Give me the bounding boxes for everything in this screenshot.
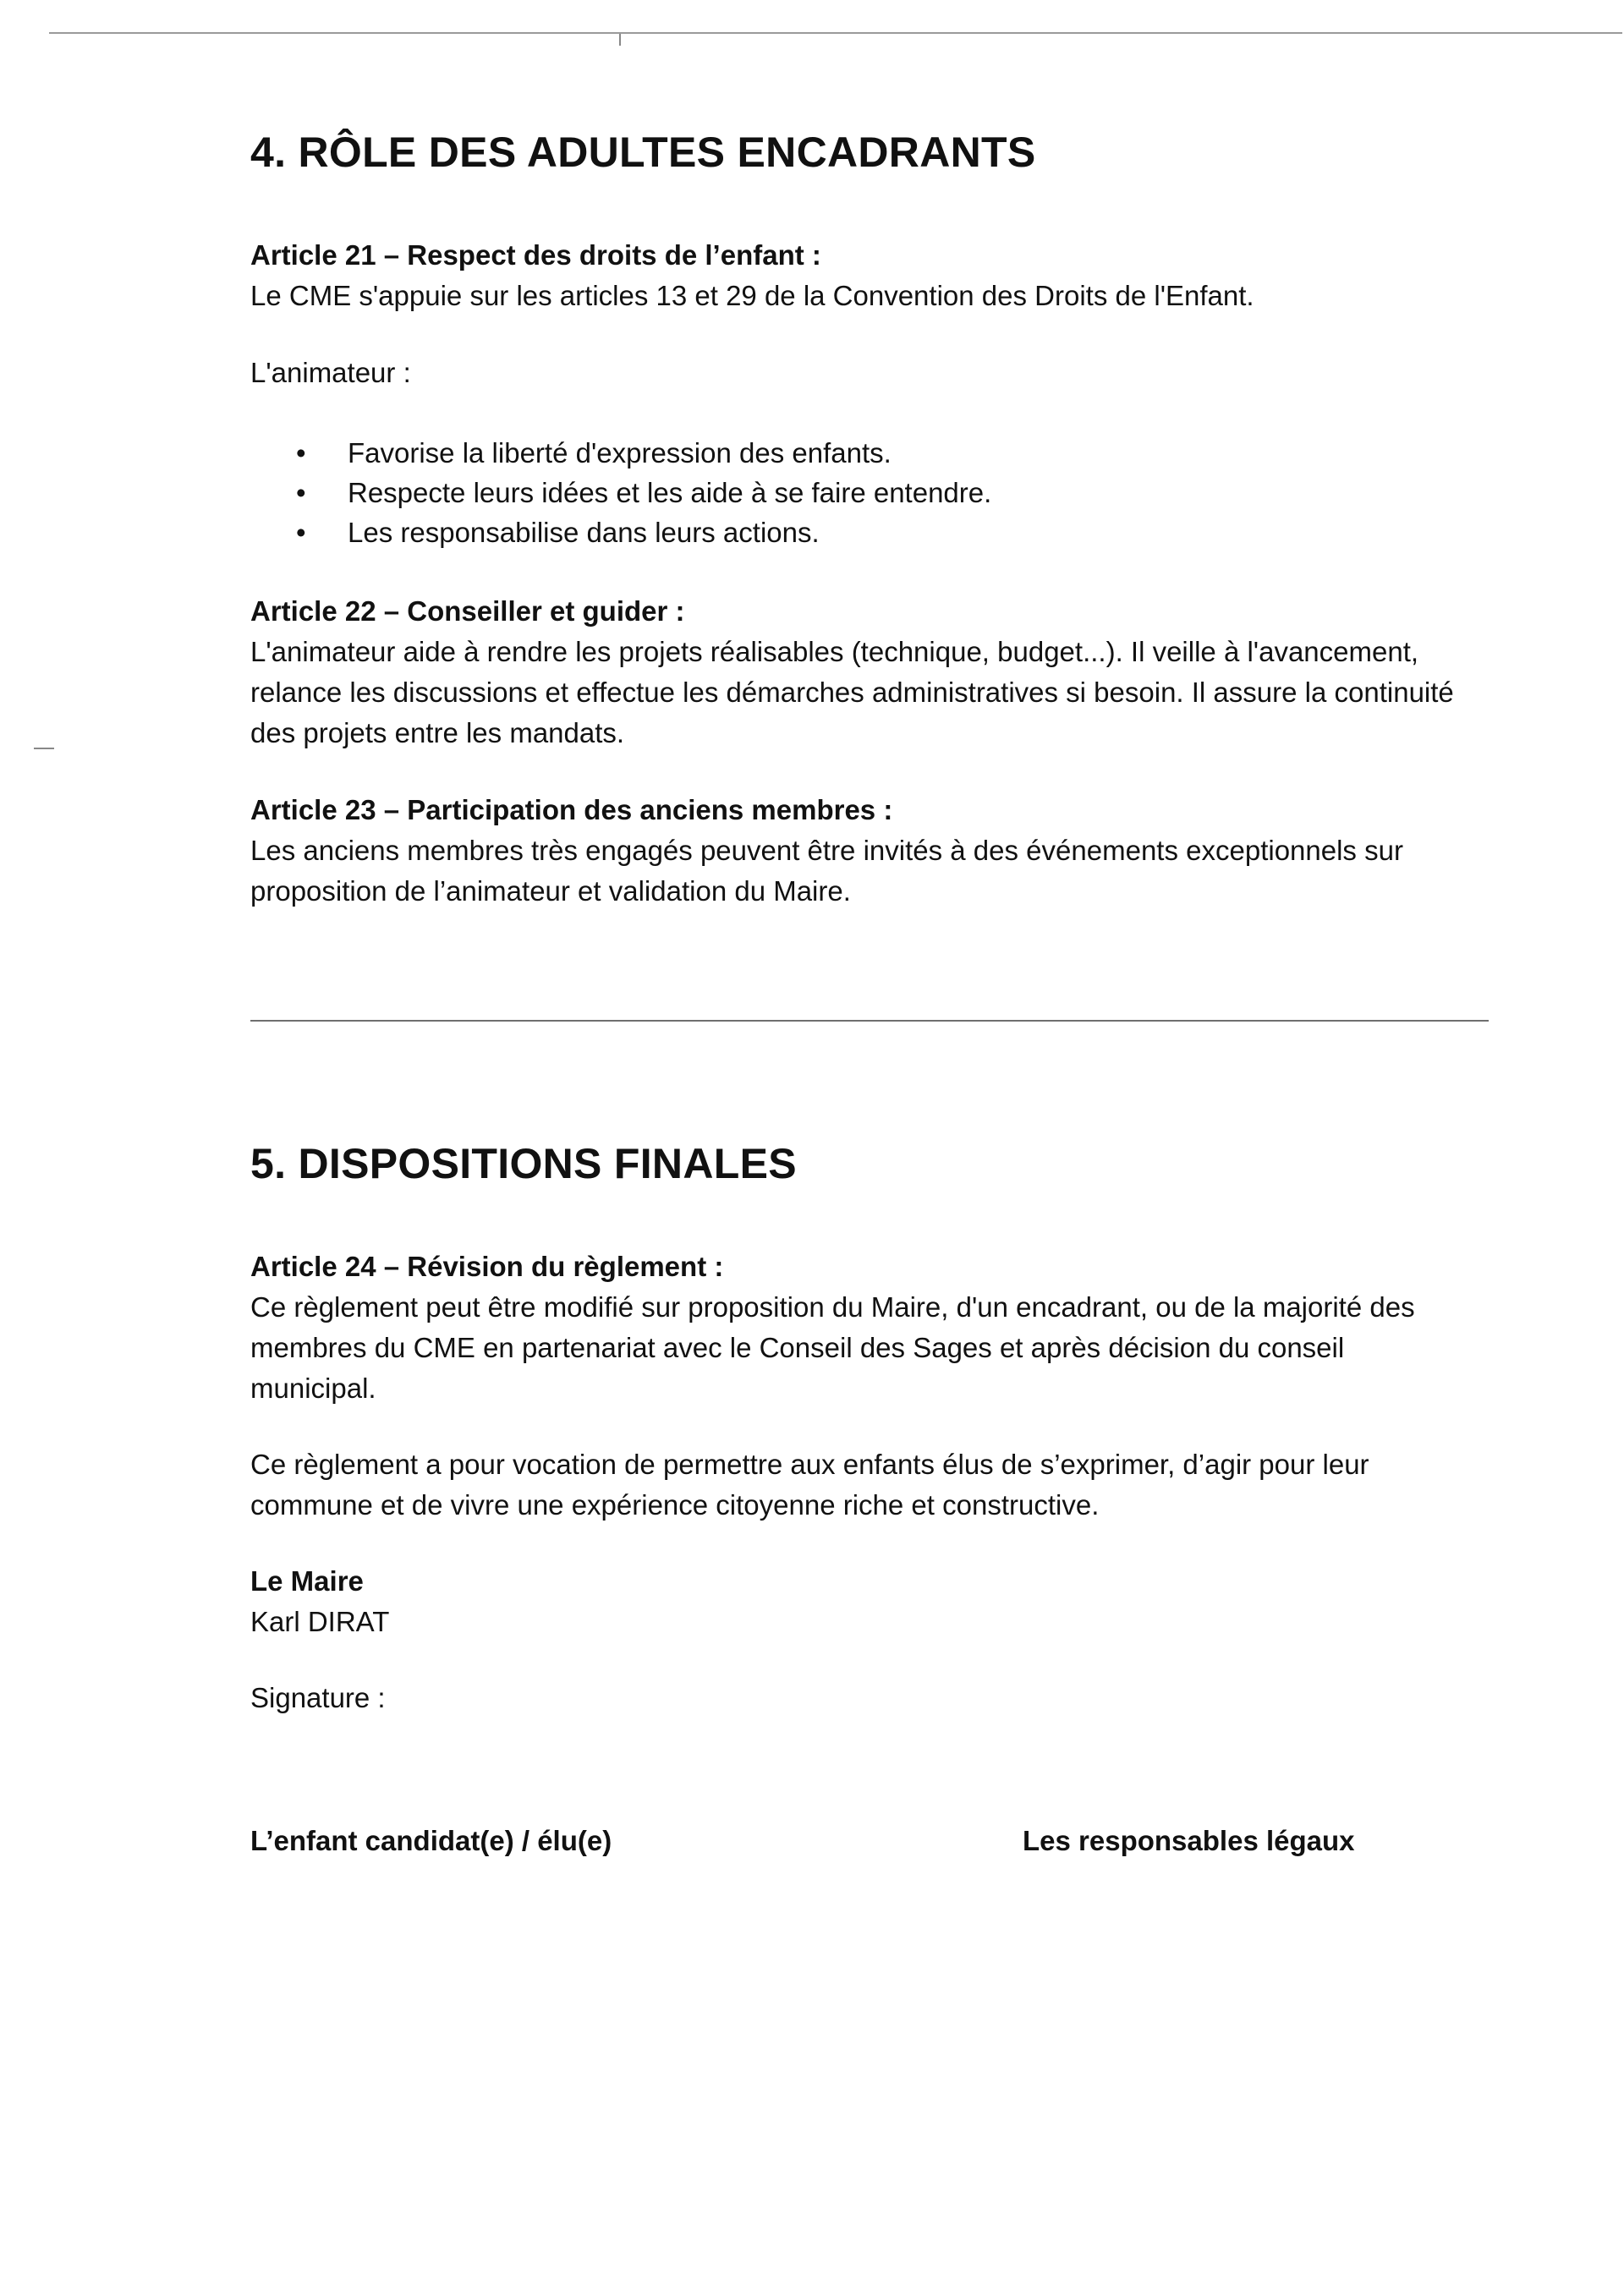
section-separator [250,1020,1489,1022]
article-24-text: Ce règlement peut être modifié sur proposition du Maire, d'un encadrant, ou de la majorité des membres du CME en partenariat avec le Conseil des Sages et après décision du conseil municipal. [250,1291,1415,1404]
article-24-title: Article 24 – Révision du règlement : [250,1251,724,1282]
scan-speck [619,34,621,46]
section-5-title: 5. DISPOSITIONS FINALES [250,1140,797,1187]
section-4-title: 4. RÔLE DES ADULTES ENCADRANTS [250,129,1036,176]
mayor-name: Karl DIRAT [250,1606,390,1637]
signature-row [250,1821,1468,1861]
article-22-text: L'animateur aide à rendre les projets réalisables (technique, budget...). Il veille à l'avancement, relance les discussions et effectue les démarches administratives si besoin. Il assure la continuité des projets entre les mandats. [250,636,1454,748]
scan-speck [34,748,54,749]
article-22-title: Article 22 – Conseiller et guider : [250,595,685,627]
top-scan-rule [49,32,1622,34]
article-21-text: Le CME s'appuie sur les articles 13 et 29 de la Convention des Droits de l'Enfant. [250,280,1254,311]
mayor-role: Le Maire [250,1565,364,1597]
animateur-label: L'animateur : [250,357,411,388]
animateur-bullet-list [250,433,1468,552]
list-item: • Respecte leurs idées et les aide à se faire entendre. [250,473,1468,512]
article-21-title: Article 21 – Respect des droits de l’enfant : [250,239,821,271]
article-23-title: Article 23 – Participation des anciens membres : [250,794,893,825]
closing-text: Ce règlement a pour vocation de permettre aux enfants élus de s’exprimer, d’agir pour leur commune et de vivre une expérience citoyenne riche et constructive. [250,1449,1369,1521]
child-signature-label: L’enfant candidat(e) / élu(e) [250,1825,612,1856]
list-item: • Favorise la liberté d'expression des enfants. [250,433,1468,473]
guardians-signature-label: Les responsables légaux [1023,1825,1355,1856]
document-page [250,118,1468,1861]
article-23-text: Les anciens membres très engagés peuvent être invités à des événements exceptionnels sur proposition de l’animateur et validation du Maire. [250,835,1403,907]
signature-label: Signature : [250,1682,386,1713]
list-item: • Les responsabilise dans leurs actions. [250,512,1468,552]
